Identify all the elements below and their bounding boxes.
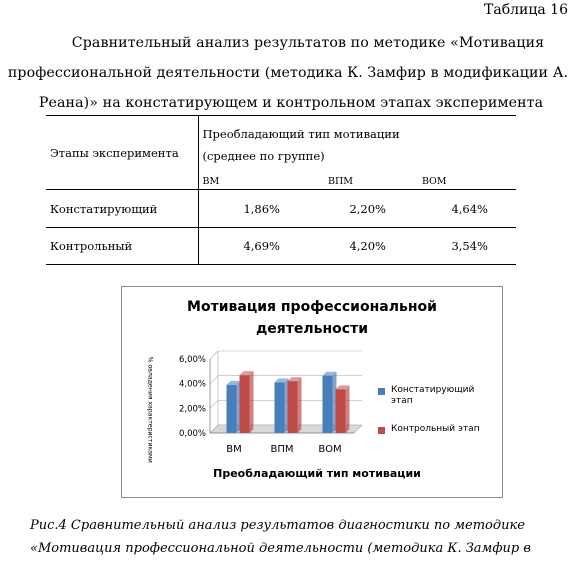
chart-title-line-1: Мотивация профессиональной <box>187 299 437 315</box>
legend-label: Контрольный этап <box>391 424 480 434</box>
chart-legend <box>378 385 491 452</box>
bar-side <box>298 377 302 433</box>
gridline-depth <box>210 400 218 408</box>
y-tick-label: 6,00% <box>178 355 206 365</box>
table-row <box>46 228 516 265</box>
bar <box>227 385 237 433</box>
bar-chart <box>121 286 503 498</box>
legend-item <box>378 424 491 435</box>
bar <box>288 381 298 433</box>
y-tick-label: 2,00% <box>178 404 206 415</box>
table-heading <box>0 28 576 118</box>
figure-caption <box>30 514 531 560</box>
y-axis-label: % овладения характеристиками <box>146 356 155 463</box>
type-column-header <box>198 116 516 175</box>
cell-value: 1,86% <box>198 190 308 228</box>
bar-side <box>346 385 350 433</box>
subheader-vom: ВОМ <box>414 174 516 190</box>
gridline-depth <box>210 376 218 384</box>
type-header-line-2: (среднее по группе) <box>202 149 325 163</box>
cell-value: 4,20% <box>308 228 414 265</box>
y-tick-label: 0,00% <box>178 429 206 439</box>
x-tick-label: ВМ <box>226 444 242 455</box>
heading-line-2: профессиональной деятельности (методика К. Замфир в модификации А. <box>7 65 569 81</box>
row-stage: Контрольный <box>46 228 198 265</box>
legend-swatch <box>378 427 385 434</box>
chart-title-line-2: деятельности <box>255 321 369 337</box>
results-table <box>46 115 516 265</box>
bar-side <box>250 371 254 433</box>
heading-line-1: Сравнительный анализ результатов по методике «Мотивация <box>71 35 545 51</box>
cell-value: 2,20% <box>308 190 414 228</box>
heading-line-3: Реана)» на констатирующем и контрольном этапах эксперимента <box>38 95 544 111</box>
caption-line-1: Рис.4 Сравнительный анализ результатов диагностики по методике <box>30 518 525 533</box>
x-axis-title: Преобладающий тип мотивации <box>213 467 421 480</box>
legend-item <box>378 385 491 407</box>
x-tick-label: ВПМ <box>270 444 294 455</box>
y-axis-label-wrap <box>144 355 156 490</box>
legend-label: Констатирующий этап <box>391 385 475 406</box>
bar <box>275 382 285 433</box>
subheader-vpm: ВПМ <box>308 174 414 190</box>
cell-value: 4,64% <box>414 190 516 228</box>
legend-swatch <box>378 388 385 395</box>
table-row <box>46 190 516 228</box>
table-number: Таблица 16 <box>484 2 568 18</box>
subheader-vm: ВМ <box>198 174 308 190</box>
bar <box>323 376 333 433</box>
type-header-line-1: Преобладающий тип мотивации <box>202 127 400 141</box>
cell-value: 4,69% <box>198 228 308 265</box>
cell-value: 3,54% <box>414 228 516 265</box>
stage-column-header: Этапы эксперимента <box>46 116 198 190</box>
x-tick-label: ВОМ <box>318 444 342 455</box>
gridline-depth <box>210 351 218 359</box>
caption-line-2: «Мотивация профессиональной деятельности (методика К. Замфир в <box>30 541 531 556</box>
y-tick-label: 4,00% <box>178 379 206 390</box>
bar <box>240 375 250 433</box>
row-stage: Констатирующий <box>46 190 198 228</box>
bar <box>336 389 346 433</box>
